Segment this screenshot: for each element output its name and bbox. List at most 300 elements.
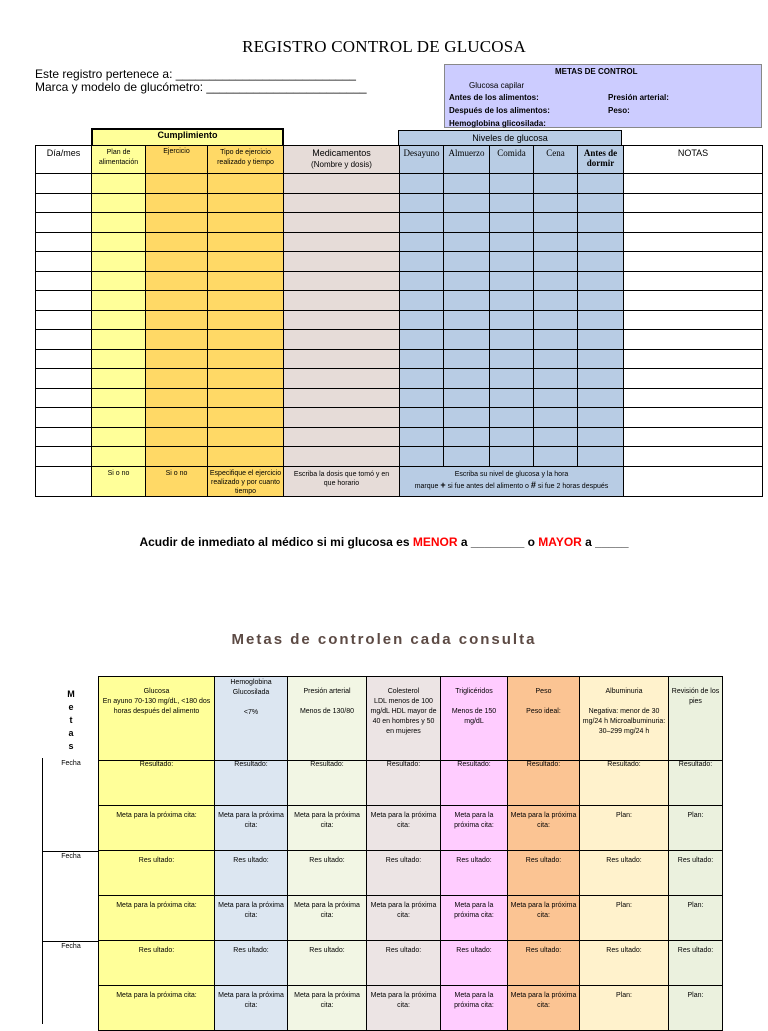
log-cell[interactable]	[284, 291, 400, 311]
goals-table	[98, 676, 723, 1031]
log-cell[interactable]	[444, 291, 490, 311]
log-cell[interactable]	[578, 349, 624, 369]
foot-plan: Si o no	[92, 466, 146, 496]
log-cell[interactable]	[208, 330, 284, 350]
result-cell[interactable]: Res ultado:	[580, 851, 669, 896]
log-cell[interactable]	[146, 310, 208, 330]
log-cell[interactable]	[284, 193, 400, 213]
log-cell[interactable]	[444, 349, 490, 369]
log-cell[interactable]	[400, 447, 444, 467]
foot-glucosa	[400, 466, 624, 496]
log-cell[interactable]	[578, 388, 624, 408]
log-cell[interactable]	[208, 232, 284, 252]
log-row[interactable]	[36, 252, 763, 272]
log-cell[interactable]	[92, 232, 146, 252]
meta-cell[interactable]: Meta para la próxima cita:	[367, 986, 441, 1031]
log-cell[interactable]	[284, 447, 400, 467]
log-cell[interactable]	[624, 310, 763, 330]
log-cell[interactable]	[400, 369, 444, 389]
meta-cell[interactable]: Plan:	[580, 896, 669, 941]
log-header-row	[36, 146, 763, 174]
log-cell[interactable]	[534, 388, 578, 408]
log-cell[interactable]	[444, 369, 490, 389]
log-cell[interactable]	[146, 232, 208, 252]
log-cell[interactable]	[92, 193, 146, 213]
goal-header	[99, 677, 215, 761]
warning-menor: MENOR	[412, 535, 458, 549]
log-cell[interactable]	[490, 291, 534, 311]
log-cell[interactable]	[208, 174, 284, 194]
result-cell[interactable]: Res ultado:	[367, 941, 441, 986]
col-dia: Día/mes	[36, 146, 92, 174]
result-cell[interactable]: Resultado:	[441, 761, 508, 806]
col-antes-dormir: Antes de dormir	[578, 146, 624, 174]
log-cell[interactable]	[490, 213, 534, 233]
log-cell[interactable]	[444, 252, 490, 272]
log-row[interactable]	[36, 330, 763, 350]
goal-header-detail: Menos de 130/80	[299, 708, 355, 715]
log-cell[interactable]	[624, 193, 763, 213]
warning-part3: a _____	[581, 535, 629, 549]
metas-hemoglobina: Hemoglobina glicosilada:	[449, 119, 546, 128]
log-cell[interactable]	[92, 291, 146, 311]
log-cell[interactable]	[534, 193, 578, 213]
log-cell[interactable]	[444, 271, 490, 291]
foot-ejercicio: Si o no	[146, 466, 208, 496]
log-cell[interactable]	[444, 427, 490, 447]
log-cell[interactable]	[578, 408, 624, 428]
log-cell[interactable]	[534, 291, 578, 311]
log-cell[interactable]	[92, 271, 146, 291]
result-cell[interactable]: Res ultado:	[215, 851, 288, 896]
log-cell[interactable]	[444, 408, 490, 428]
result-cell[interactable]: Resultado:	[508, 761, 580, 806]
log-cell[interactable]	[624, 291, 763, 311]
plus-symbol: +	[440, 479, 446, 490]
log-cell[interactable]	[534, 213, 578, 233]
log-cell[interactable]	[284, 408, 400, 428]
log-cell[interactable]	[534, 447, 578, 467]
log-cell[interactable]	[400, 232, 444, 252]
fecha-label: Fecha	[43, 941, 99, 950]
log-cell[interactable]	[444, 330, 490, 350]
meta-row	[99, 896, 723, 941]
log-cell[interactable]	[578, 369, 624, 389]
log-cell[interactable]	[624, 232, 763, 252]
result-row	[99, 851, 723, 896]
metas-vertical-label	[60, 688, 82, 753]
meta-cell[interactable]: Meta para la próxima cita:	[441, 986, 508, 1031]
meta-cell[interactable]: Meta para la próxima cita:	[367, 806, 441, 851]
log-cell[interactable]	[36, 271, 92, 291]
log-cell[interactable]	[578, 310, 624, 330]
log-cell[interactable]	[400, 349, 444, 369]
metas-letter: e	[68, 702, 74, 712]
log-cell[interactable]	[92, 330, 146, 350]
result-cell[interactable]: Resultado:	[669, 761, 723, 806]
log-cell[interactable]	[444, 213, 490, 233]
log-cell[interactable]	[490, 330, 534, 350]
meta-cell[interactable]: Plan:	[580, 986, 669, 1031]
log-cell[interactable]	[146, 369, 208, 389]
log-cell[interactable]	[490, 252, 534, 272]
log-cell[interactable]	[490, 271, 534, 291]
log-cell[interactable]	[208, 213, 284, 233]
col-plan: Plan de alimentación	[92, 146, 146, 174]
log-cell[interactable]	[400, 193, 444, 213]
log-cell[interactable]	[490, 427, 534, 447]
log-cell[interactable]	[490, 408, 534, 428]
log-row[interactable]	[36, 310, 763, 330]
log-cell[interactable]	[490, 193, 534, 213]
log-cell[interactable]	[284, 232, 400, 252]
foot-glucosa-2a: marque	[414, 482, 441, 490]
log-cell[interactable]	[400, 213, 444, 233]
log-cell[interactable]	[624, 369, 763, 389]
log-cell[interactable]	[624, 252, 763, 272]
log-cell[interactable]	[400, 252, 444, 272]
log-cell[interactable]	[578, 330, 624, 350]
log-cell[interactable]	[146, 388, 208, 408]
warning-part2: a ________ o	[457, 535, 539, 549]
log-cell[interactable]	[624, 447, 763, 467]
log-cell[interactable]	[490, 349, 534, 369]
log-cell[interactable]	[534, 369, 578, 389]
result-cell[interactable]: Res ultado:	[99, 941, 215, 986]
log-cell[interactable]	[92, 447, 146, 467]
log-cell[interactable]	[578, 193, 624, 213]
goal-header-name: Triglicéridos	[455, 688, 493, 695]
log-cell[interactable]	[36, 310, 92, 330]
log-cell[interactable]	[400, 408, 444, 428]
result-cell[interactable]: Resultado:	[288, 761, 367, 806]
log-cell[interactable]	[208, 427, 284, 447]
meta-cell[interactable]: Meta para la próxima cita:	[288, 806, 367, 851]
result-cell[interactable]: Res ultado:	[508, 851, 580, 896]
page-title: REGISTRO CONTROL DE GLUCOSA	[242, 37, 526, 56]
log-footer-row	[36, 466, 763, 496]
log-cell[interactable]	[490, 447, 534, 467]
foot-glucosa-2c: si fue 2 horas después	[535, 482, 609, 490]
log-cell[interactable]	[36, 369, 92, 389]
goal-header-name: Hemoglobina Glucosilada	[230, 679, 272, 696]
log-cell[interactable]	[534, 408, 578, 428]
log-cell[interactable]	[534, 252, 578, 272]
log-cell[interactable]	[400, 427, 444, 447]
log-cell[interactable]	[208, 271, 284, 291]
metas-peso: Peso:	[608, 106, 630, 115]
log-cell[interactable]	[578, 447, 624, 467]
log-cell[interactable]	[624, 388, 763, 408]
goal-header	[508, 677, 580, 761]
log-cell[interactable]	[624, 427, 763, 447]
goal-header-detail: En ayuno 70-130 mg/dL, <180 dos horas después del alimento	[102, 698, 211, 715]
log-cell[interactable]	[490, 232, 534, 252]
meta-cell[interactable]: Meta para la próxima cita:	[367, 896, 441, 941]
log-cell[interactable]	[36, 330, 92, 350]
log-cell[interactable]	[208, 310, 284, 330]
log-cell[interactable]	[534, 232, 578, 252]
log-cell[interactable]	[490, 310, 534, 330]
meta-cell[interactable]: Meta para la próxima cita:	[441, 896, 508, 941]
meta-cell[interactable]: Meta para la próxima cita:	[508, 896, 580, 941]
hash-symbol: #	[530, 479, 536, 490]
log-cell[interactable]	[36, 193, 92, 213]
log-cell[interactable]	[624, 213, 763, 233]
log-cell[interactable]	[624, 349, 763, 369]
log-cell[interactable]	[490, 174, 534, 194]
log-cell[interactable]	[400, 271, 444, 291]
log-cell[interactable]	[36, 174, 92, 194]
meta-cell[interactable]: Meta para la próxima cita:	[288, 986, 367, 1031]
log-cell[interactable]	[146, 271, 208, 291]
log-cell[interactable]	[444, 388, 490, 408]
log-row[interactable]	[36, 369, 763, 389]
log-cell[interactable]	[36, 388, 92, 408]
log-cell[interactable]	[36, 349, 92, 369]
meta-cell[interactable]: Meta para la próxima cita:	[508, 806, 580, 851]
log-cell[interactable]	[208, 252, 284, 272]
log-cell[interactable]	[92, 252, 146, 272]
col-medicamentos	[284, 146, 400, 174]
metas-letter: t	[69, 715, 73, 725]
log-cell[interactable]	[146, 193, 208, 213]
col-almuerzo: Almuerzo	[444, 146, 490, 174]
log-row[interactable]	[36, 408, 763, 428]
log-cell[interactable]	[624, 408, 763, 428]
meta-cell[interactable]: Plan:	[669, 806, 723, 851]
log-cell[interactable]	[146, 291, 208, 311]
meta-cell[interactable]: Meta para la próxima cita:	[215, 806, 288, 851]
log-cell[interactable]	[284, 369, 400, 389]
meta-cell[interactable]: Meta para la próxima cita:	[215, 986, 288, 1031]
meta-row	[99, 806, 723, 851]
log-row[interactable]	[36, 349, 763, 369]
warning-mayor: MAYOR	[538, 535, 582, 549]
log-cell[interactable]	[400, 388, 444, 408]
result-cell[interactable]: Resultado:	[99, 761, 215, 806]
log-cell[interactable]	[36, 232, 92, 252]
log-cell[interactable]	[146, 330, 208, 350]
goal-header-name: Glucosa	[143, 688, 170, 695]
goal-header-detail: <7%	[243, 709, 259, 716]
meta-cell[interactable]: Meta para la próxima cita:	[99, 896, 215, 941]
log-cell[interactable]	[92, 408, 146, 428]
log-cell[interactable]	[284, 330, 400, 350]
log-row[interactable]	[36, 213, 763, 233]
result-cell[interactable]: Res ultado:	[99, 851, 215, 896]
log-cell[interactable]	[36, 408, 92, 428]
log-cell[interactable]	[444, 232, 490, 252]
log-row[interactable]	[36, 427, 763, 447]
log-cell[interactable]	[578, 291, 624, 311]
log-cell[interactable]	[92, 349, 146, 369]
goal-header	[288, 677, 367, 761]
log-cell[interactable]	[284, 310, 400, 330]
log-cell[interactable]	[146, 447, 208, 467]
log-cell[interactable]	[146, 427, 208, 447]
log-cell[interactable]	[284, 174, 400, 194]
goal-header	[580, 677, 669, 761]
log-cell[interactable]	[208, 193, 284, 213]
log-cell[interactable]	[92, 174, 146, 194]
result-cell[interactable]: Res ultado:	[580, 941, 669, 986]
foot-dia	[36, 466, 92, 496]
warning-part1: Acudir de inmediato al médico si mi glucosa es	[139, 535, 413, 549]
log-cell[interactable]	[578, 427, 624, 447]
goal-header-name: Presión arterial	[303, 688, 351, 695]
log-row[interactable]	[36, 193, 763, 213]
foot-glucosa-line1: Escriba su nivel de glucosa y la hora	[454, 470, 569, 478]
log-cell[interactable]	[146, 213, 208, 233]
log-row[interactable]	[36, 232, 763, 252]
log-cell[interactable]	[92, 369, 146, 389]
log-cell[interactable]	[490, 369, 534, 389]
log-cell[interactable]	[284, 349, 400, 369]
meta-cell[interactable]: Meta para la próxima cita:	[288, 896, 367, 941]
result-cell[interactable]: Res ultado:	[508, 941, 580, 986]
result-cell[interactable]: Resultado:	[580, 761, 669, 806]
log-row[interactable]	[36, 291, 763, 311]
meta-cell[interactable]: Plan:	[669, 986, 723, 1031]
result-cell[interactable]: Res ultado:	[441, 851, 508, 896]
log-cell[interactable]	[284, 252, 400, 272]
log-cell[interactable]	[444, 193, 490, 213]
result-cell[interactable]: Res ultado:	[441, 941, 508, 986]
result-cell[interactable]: Res ultado:	[288, 941, 367, 986]
log-cell[interactable]	[400, 291, 444, 311]
log-row[interactable]	[36, 447, 763, 467]
log-cell[interactable]	[208, 408, 284, 428]
metas-box-title: METAS DE CONTROL	[555, 67, 638, 76]
col-medicamentos-label: Medicamentos	[312, 148, 371, 158]
log-cell[interactable]	[284, 271, 400, 291]
meter-line: Marca y modelo de glucómetro: ________________________	[35, 80, 367, 94]
result-cell[interactable]: Resultado:	[367, 761, 441, 806]
col-medicamentos-sub: (Nombre y dosis)	[311, 160, 372, 169]
log-row[interactable]	[36, 388, 763, 408]
result-cell[interactable]: Res ultado:	[215, 941, 288, 986]
group-cumplimiento: Cumplimiento	[91, 128, 284, 145]
log-cell[interactable]	[400, 174, 444, 194]
meta-cell[interactable]: Meta para la próxima cita:	[508, 986, 580, 1031]
meta-cell[interactable]: Meta para la próxima cita:	[99, 986, 215, 1031]
log-cell[interactable]	[400, 310, 444, 330]
log-cell[interactable]	[146, 349, 208, 369]
log-cell[interactable]	[284, 427, 400, 447]
log-cell[interactable]	[534, 310, 578, 330]
log-cell[interactable]	[92, 213, 146, 233]
result-cell[interactable]: Res ultado:	[288, 851, 367, 896]
log-cell[interactable]	[624, 271, 763, 291]
warning-line	[0, 535, 768, 549]
log-cell[interactable]	[208, 369, 284, 389]
log-cell[interactable]	[444, 447, 490, 467]
log-cell[interactable]	[624, 330, 763, 350]
log-cell[interactable]	[400, 330, 444, 350]
log-cell[interactable]	[36, 291, 92, 311]
log-cell[interactable]	[208, 447, 284, 467]
log-cell[interactable]	[534, 271, 578, 291]
meta-cell[interactable]: Meta para la próxima cita:	[99, 806, 215, 851]
log-cell[interactable]	[36, 213, 92, 233]
log-cell[interactable]	[578, 174, 624, 194]
log-cell[interactable]	[36, 447, 92, 467]
foot-tipo: Especifique el ejercicio realizado y por cuanto tiempo	[208, 466, 284, 496]
col-tipo: Tipo de ejercicio realizado y tiempo	[208, 146, 284, 174]
meta-cell[interactable]: Plan:	[580, 806, 669, 851]
meta-cell[interactable]: Plan:	[669, 896, 723, 941]
goal-header-name: Peso	[535, 688, 552, 695]
metas-letter: M	[67, 689, 75, 699]
log-cell[interactable]	[36, 427, 92, 447]
log-cell[interactable]	[208, 291, 284, 311]
goal-header-detail: Menos de 150 mg/dL	[451, 708, 497, 725]
log-cell[interactable]	[534, 427, 578, 447]
log-cell[interactable]	[444, 174, 490, 194]
goal-header-name: Revisión de los pies	[671, 688, 720, 705]
log-cell[interactable]	[578, 213, 624, 233]
goals-header-row	[99, 677, 723, 761]
result-cell[interactable]: Res ultado:	[367, 851, 441, 896]
meta-cell[interactable]: Meta para la próxima cita:	[441, 806, 508, 851]
log-cell[interactable]	[444, 310, 490, 330]
log-cell[interactable]	[284, 213, 400, 233]
log-cell[interactable]	[146, 252, 208, 272]
log-cell[interactable]	[534, 330, 578, 350]
col-desayuno: Desayuno	[400, 146, 444, 174]
log-cell[interactable]	[92, 427, 146, 447]
log-cell[interactable]	[578, 252, 624, 272]
meta-cell[interactable]: Meta para la próxima cita:	[215, 896, 288, 941]
col-notas: NOTAS	[624, 146, 763, 174]
log-cell[interactable]	[146, 174, 208, 194]
result-cell[interactable]: Resultado:	[215, 761, 288, 806]
log-cell[interactable]	[92, 388, 146, 408]
log-cell[interactable]	[534, 349, 578, 369]
col-comida: Comida	[490, 146, 534, 174]
goal-header-detail: LDL menos de 100 mg/dL HDL mayor de 40 en hombres y 50 en mujeres	[370, 698, 437, 735]
log-cell[interactable]	[208, 349, 284, 369]
log-cell[interactable]	[92, 310, 146, 330]
foot-medicamentos: Escriba la dosis que tomó y en que horario	[284, 466, 400, 496]
foot-notas	[624, 466, 763, 496]
log-cell[interactable]	[578, 271, 624, 291]
log-cell[interactable]	[490, 388, 534, 408]
log-cell[interactable]	[36, 252, 92, 272]
log-cell[interactable]	[146, 408, 208, 428]
fecha-label: Fecha	[43, 851, 99, 860]
log-cell[interactable]	[578, 232, 624, 252]
result-row	[99, 941, 723, 986]
goal-header	[669, 677, 723, 761]
goal-header-detail: Peso ideal:	[526, 708, 561, 715]
goal-header-name: Colesterol	[387, 688, 420, 695]
result-cell[interactable]: Res ultado:	[669, 851, 723, 896]
goal-header	[441, 677, 508, 761]
fecha-label: Fecha	[61, 760, 81, 767]
log-cell[interactable]	[624, 174, 763, 194]
log-row[interactable]	[36, 271, 763, 291]
log-cell[interactable]	[284, 388, 400, 408]
log-row[interactable]	[36, 174, 763, 194]
log-cell[interactable]	[534, 174, 578, 194]
result-cell[interactable]: Res ultado:	[669, 941, 723, 986]
foot-glucosa-2b: si fue antes del alimento o	[445, 482, 531, 490]
log-cell[interactable]	[208, 388, 284, 408]
col-cena: Cena	[534, 146, 578, 174]
metas-letter: s	[68, 741, 74, 751]
